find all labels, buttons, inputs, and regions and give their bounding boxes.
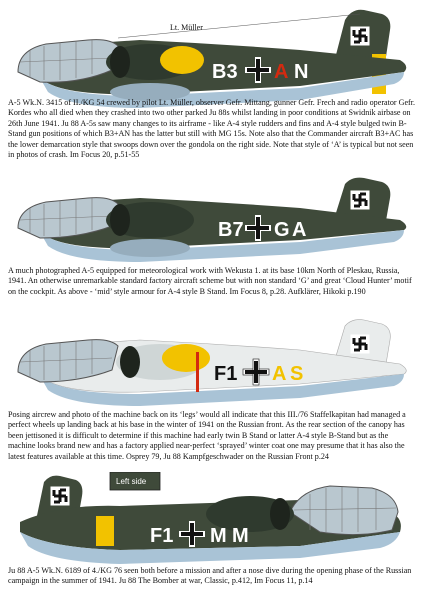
code-left-3: F1	[214, 363, 238, 385]
code-left-4: F1	[150, 525, 174, 547]
ju88-profile-2-illustration	[0, 176, 424, 268]
code-right-1: A	[274, 61, 289, 83]
aircraft-profile-3	[0, 318, 424, 410]
caption-3: Posing aircrew and photo of the machine back on its ‘legs’ would all indicate that this III./76 Staffelkapitan had managed a perfect wheels up landing back at his base in the winter of 1941 on the Russian front. As the rear section of the canopy has been jettisoned it is difficult to determine if this machine had early twin B Stand or latter A-4 style B-Stand but as the machine looks brand new and has a factory applied near-perfect ‘sprayed’ winter coat one may presume that it has also the latest features available at this time. Osprey 79, Ju 88 Kampfgeschwader on the Russian Front p.24	[8, 410, 406, 461]
caption-1: A-5 Wk.N. 3415 of II./KG 54 crewed by pilot Lt. Müller, observer Gefr. Mittang, gunner Gefr. Frech and radio operator Gefr. Kordes who all died when they crashed into two other parked Ju 88s whilst landing in poor conditions at Swidnik airbase on 26th June 1941. Ju 88 A-5s saw many changes to its airframe - like A-4 style rudders and fins and A-4 style bulged twin B-Stand gun positions of which B3+AN has the latter but still with MG 15s. Note also that the Commander aircraft B3+AC has the lower demarcation style that swoops down over the gondola on the right side. Note that style of ‘A’ is typical but not seen in photos of crash. Im Focus 20, p.51-55	[8, 98, 416, 160]
code-left-2: B7	[218, 219, 244, 241]
aircraft-profile-2	[0, 176, 424, 268]
code-right2-1: N	[294, 61, 309, 83]
code-right-3: A	[272, 363, 287, 385]
code-right-2: G	[274, 219, 290, 241]
code-right2-2: A	[292, 219, 307, 241]
aircraft-profile-4	[0, 472, 424, 570]
inset-label: Left side	[116, 477, 147, 486]
code-right-4: M	[210, 525, 227, 547]
caption-4: Ju 88 A-5 Wk.N. 6189 of 4./KG 76 seen both before a mission and after a nose dive during the opening phase of the Russian campaign in the summer of 1941. Ju 88 The Bomber at war, Classic, p.412, Im Focus 11, p.14	[8, 566, 412, 586]
code-left-1: B3	[212, 61, 238, 83]
caption-2: A much photographed A-5 equipped for meteorological work with Wekusta 1. at its base 10km North of Pleskau, Russia, 1941. An otherwise unremarkable standard factory aircraft scheme but with non standard ‘G’ and great ‘Cloud Hunter’ motif on the cockpit. As above - ‘mid’ style armour for A-4 style B Stand. Im Focus 8, p.28. Aufklärer, Hikoki p.190	[8, 266, 412, 296]
ju88-profile-4-illustration	[0, 472, 424, 570]
ju88-profile-3-illustration	[0, 318, 424, 410]
code-right2-3: S	[290, 363, 304, 385]
pilot-label: Lt. Müller	[170, 23, 203, 32]
code-right2-4: M	[232, 525, 249, 547]
